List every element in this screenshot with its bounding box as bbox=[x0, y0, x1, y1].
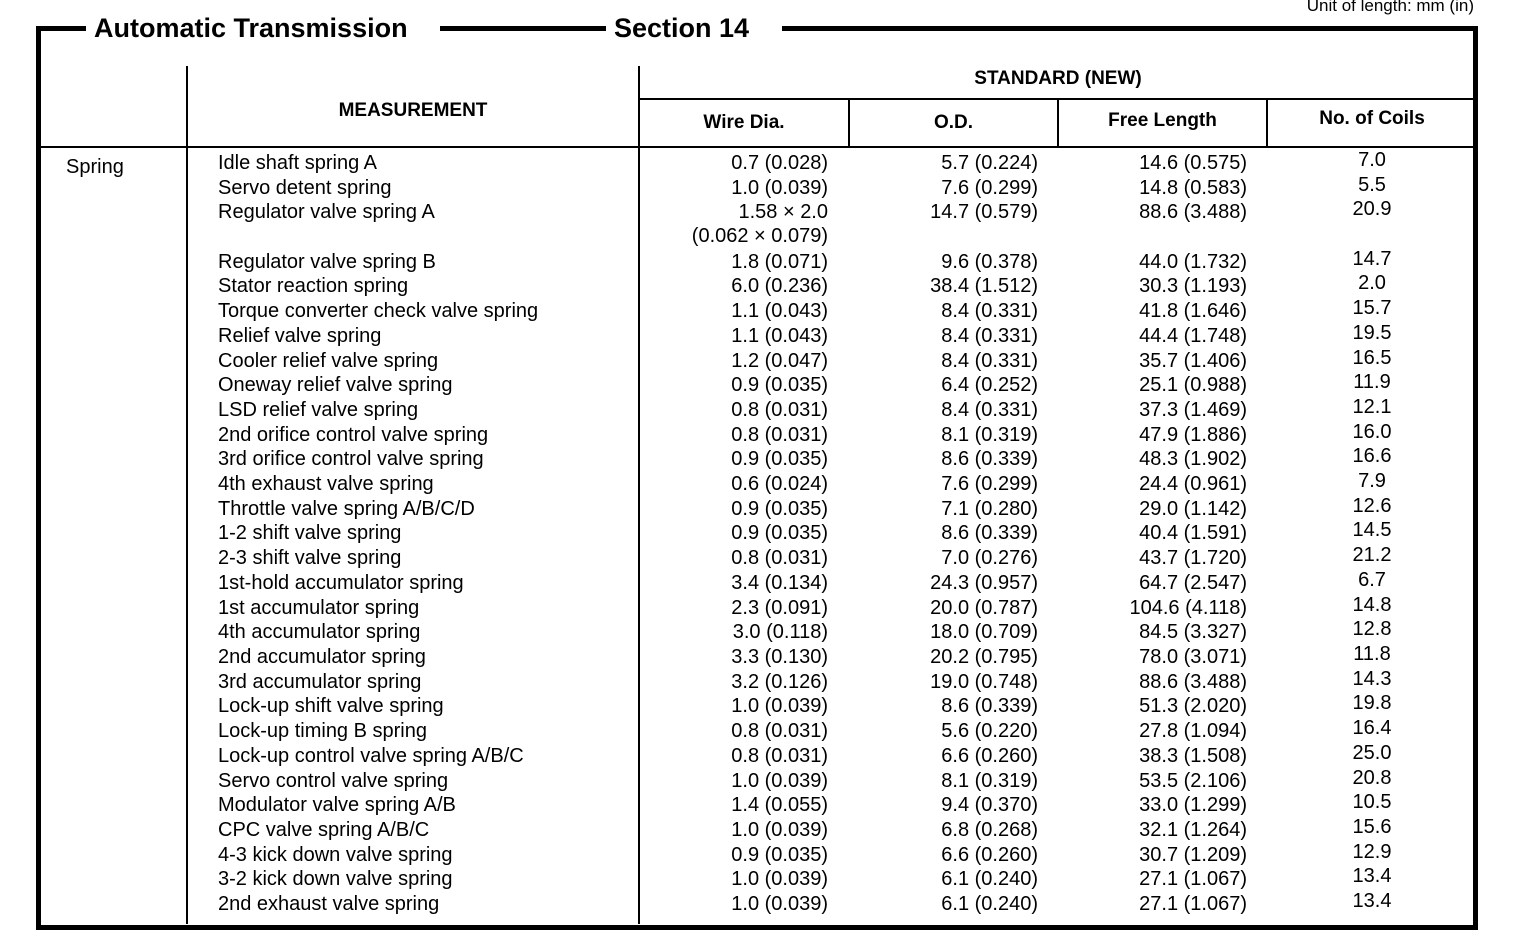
row-wire-dia: 1.2 (0.047) bbox=[731, 350, 828, 372]
row-coils: 16.0 bbox=[1352, 421, 1392, 443]
row-name: 1st accumulator spring bbox=[218, 597, 420, 619]
row-name: 4th exhaust valve spring bbox=[218, 473, 434, 495]
row-name: Oneway relief valve spring bbox=[218, 374, 453, 396]
row-wire-dia: 0.8 (0.031) bbox=[731, 424, 828, 446]
row-name: CPC valve spring A/B/C bbox=[218, 819, 430, 841]
row-wire-dia: 1.1 (0.043) bbox=[731, 325, 828, 347]
row-coils: 21.2 bbox=[1352, 544, 1392, 566]
row-free-length: 104.6 (4.118) bbox=[1129, 597, 1247, 619]
row-free-length: 27.1 (1.067) bbox=[1139, 868, 1247, 890]
row-coils: 20.8 bbox=[1352, 767, 1392, 789]
row-name: Throttle valve spring A/B/C/D bbox=[218, 498, 475, 520]
row-wire-dia: 1.1 (0.043) bbox=[731, 300, 828, 322]
row-wire-dia: 0.8 (0.031) bbox=[731, 745, 828, 767]
row-coils: 20.9 bbox=[1352, 198, 1392, 220]
row-wire-dia: 1.58 × 2.0 bbox=[738, 201, 828, 223]
row-wire-dia: 1.0 (0.039) bbox=[731, 177, 828, 199]
row-name: LSD relief valve spring bbox=[218, 399, 419, 421]
row-od: 7.1 (0.280) bbox=[941, 498, 1038, 520]
row-wire-dia: 0.8 (0.031) bbox=[731, 547, 828, 569]
row-coils: 12.9 bbox=[1352, 841, 1392, 863]
row-od: 8.6 (0.339) bbox=[941, 522, 1038, 544]
row-coils: 12.6 bbox=[1352, 495, 1392, 517]
row-name: Stator reaction spring bbox=[218, 275, 409, 297]
row-wire-dia: 0.8 (0.031) bbox=[731, 720, 828, 742]
category-label: Spring bbox=[66, 156, 124, 178]
row-name: Cooler relief valve spring bbox=[218, 350, 439, 372]
row-name: 1st-hold accumulator spring bbox=[218, 572, 464, 594]
column-standard: STANDARD (NEW) bbox=[974, 68, 1142, 89]
row-od: 8.4 (0.331) bbox=[941, 399, 1038, 421]
row-free-length: 24.4 (0.961) bbox=[1139, 473, 1247, 495]
row-wire-dia: 1.8 (0.071) bbox=[731, 251, 828, 273]
row-coils: 13.4 bbox=[1352, 865, 1392, 887]
row-coils: 15.7 bbox=[1352, 297, 1392, 319]
page-title: Automatic Transmission bbox=[86, 11, 416, 45]
row-od: 6.6 (0.260) bbox=[941, 844, 1038, 866]
row-wire-dia: 3.2 (0.126) bbox=[731, 671, 828, 693]
column-free-length: Free Length bbox=[1108, 110, 1217, 131]
row-name: 3rd accumulator spring bbox=[218, 671, 422, 693]
row-od: 18.0 (0.709) bbox=[930, 621, 1038, 643]
row-od: 6.1 (0.240) bbox=[941, 893, 1038, 915]
row-name: Lock-up control valve spring A/B/C bbox=[218, 745, 524, 767]
row-wire-dia: 0.9 (0.035) bbox=[731, 844, 828, 866]
row-name: 4-3 kick down valve spring bbox=[218, 844, 453, 866]
divider-wire bbox=[638, 66, 640, 924]
row-free-length: 35.7 (1.406) bbox=[1139, 350, 1247, 372]
row-name: Regulator valve spring B bbox=[218, 251, 436, 273]
row-wire-dia: 0.6 (0.024) bbox=[731, 473, 828, 495]
row-od: 8.4 (0.331) bbox=[941, 300, 1038, 322]
row-wire-dia: 6.0 (0.236) bbox=[731, 275, 828, 297]
row-free-length: 53.5 (2.106) bbox=[1139, 770, 1247, 792]
row-od: 6.6 (0.260) bbox=[941, 745, 1038, 767]
divider-measurement bbox=[186, 66, 188, 924]
row-od: 5.7 (0.224) bbox=[941, 152, 1038, 174]
row-wire-dia: 1.0 (0.039) bbox=[731, 868, 828, 890]
row-name: 3rd orifice control valve spring bbox=[218, 448, 484, 470]
column-od: O.D. bbox=[933, 112, 974, 133]
column-wire-dia: Wire Dia. bbox=[703, 112, 785, 133]
row-name: Modulator valve spring A/B bbox=[218, 794, 456, 816]
row-free-length: 78.0 (3.071) bbox=[1139, 646, 1247, 668]
row-free-length: 64.7 (2.547) bbox=[1139, 572, 1247, 594]
row-wire-dia: 0.7 (0.028) bbox=[731, 152, 828, 174]
row-name: Torque converter check valve spring bbox=[218, 300, 539, 322]
row-free-length: 44.0 (1.732) bbox=[1139, 251, 1247, 273]
column-coils: No. of Coils bbox=[1319, 108, 1425, 129]
row-coils: 16.4 bbox=[1352, 717, 1392, 739]
row-coils: 25.0 bbox=[1352, 742, 1392, 764]
row-od: 8.6 (0.339) bbox=[941, 448, 1038, 470]
row-wire-dia: 2.3 (0.091) bbox=[731, 597, 828, 619]
row-wire-dia: 1.4 (0.055) bbox=[731, 794, 828, 816]
row-coils: 11.8 bbox=[1353, 643, 1391, 665]
row-coils: 14.3 bbox=[1352, 668, 1392, 690]
row-wire-dia: 3.4 (0.134) bbox=[731, 572, 828, 594]
row-od: 6.4 (0.252) bbox=[941, 374, 1038, 396]
row-wire-dia: 1.0 (0.039) bbox=[731, 695, 828, 717]
column-measurement: MEASUREMENT bbox=[338, 100, 488, 121]
row-free-length: 47.9 (1.886) bbox=[1139, 424, 1247, 446]
row-wire-dia: 3.3 (0.130) bbox=[731, 646, 828, 668]
row-od: 20.0 (0.787) bbox=[930, 597, 1038, 619]
row-free-length: 41.8 (1.646) bbox=[1139, 300, 1247, 322]
row-od: 6.8 (0.268) bbox=[941, 819, 1038, 841]
row-od: 8.1 (0.319) bbox=[941, 424, 1038, 446]
row-free-length: 14.8 (0.583) bbox=[1139, 177, 1247, 199]
row-coils: 7.0 bbox=[1358, 149, 1386, 171]
row-name: Relief valve spring bbox=[218, 325, 382, 347]
row-free-length: 48.3 (1.902) bbox=[1139, 448, 1247, 470]
row-coils: 14.7 bbox=[1352, 248, 1392, 270]
row-wire-dia: 0.9 (0.035) bbox=[731, 448, 828, 470]
row-free-length: 38.3 (1.508) bbox=[1139, 745, 1247, 767]
row-name: Regulator valve spring A bbox=[218, 201, 435, 223]
row-wire-dia: 1.0 (0.039) bbox=[731, 770, 828, 792]
row-od: 9.4 (0.370) bbox=[941, 794, 1038, 816]
row-free-length: 37.3 (1.469) bbox=[1139, 399, 1247, 421]
row-name: Servo control valve spring bbox=[218, 770, 449, 792]
divider-header-bottom bbox=[41, 146, 1476, 148]
row-coils: 6.7 bbox=[1358, 569, 1386, 591]
row-free-length: 43.7 (1.720) bbox=[1139, 547, 1247, 569]
row-od: 8.1 (0.319) bbox=[941, 770, 1038, 792]
row-coils: 12.8 bbox=[1352, 618, 1392, 640]
row-od: 7.6 (0.299) bbox=[941, 473, 1038, 495]
row-coils: 19.8 bbox=[1352, 692, 1392, 714]
row-od: 8.6 (0.339) bbox=[941, 695, 1038, 717]
row-coils: 12.1 bbox=[1352, 396, 1392, 418]
row-free-length: 30.7 (1.209) bbox=[1139, 844, 1247, 866]
row-name: Lock-up shift valve spring bbox=[218, 695, 444, 717]
row-name: 2nd exhaust valve spring bbox=[218, 893, 440, 915]
row-free-length: 27.1 (1.067) bbox=[1139, 893, 1247, 915]
row-od: 19.0 (0.748) bbox=[930, 671, 1038, 693]
row-wire-dia: 0.9 (0.035) bbox=[731, 522, 828, 544]
row-free-length: 84.5 (3.327) bbox=[1139, 621, 1247, 643]
row-coils: 7.9 bbox=[1358, 470, 1386, 492]
row-od: 9.6 (0.378) bbox=[941, 251, 1038, 273]
row-coils: 14.8 bbox=[1352, 594, 1392, 616]
row-od: 8.4 (0.331) bbox=[941, 350, 1038, 372]
row-od: 20.2 (0.795) bbox=[930, 646, 1038, 668]
row-coils: 11.9 bbox=[1353, 371, 1391, 393]
row-coils: 16.6 bbox=[1352, 445, 1392, 467]
row-coils: 13.4 bbox=[1352, 890, 1392, 912]
row-free-length: 88.6 (3.488) bbox=[1139, 671, 1247, 693]
row-od: 7.0 (0.276) bbox=[941, 547, 1038, 569]
row-free-length: 88.6 (3.488) bbox=[1139, 201, 1247, 223]
row-coils: 5.5 bbox=[1358, 174, 1386, 196]
row-od: 5.6 (0.220) bbox=[941, 720, 1038, 742]
row-free-length: 29.0 (1.142) bbox=[1139, 498, 1247, 520]
row-name: Servo detent spring bbox=[218, 177, 392, 199]
row-free-length: 25.1 (0.988) bbox=[1139, 374, 1247, 396]
row-wire-dia: 0.9 (0.035) bbox=[731, 374, 828, 396]
row-free-length: 33.0 (1.299) bbox=[1139, 794, 1247, 816]
row-name: 2-3 shift valve spring bbox=[218, 547, 402, 569]
row-free-length: 14.6 (0.575) bbox=[1139, 152, 1247, 174]
row-name: 3-2 kick down valve spring bbox=[218, 868, 453, 890]
divider-standard bbox=[638, 98, 1476, 100]
row-name: 1-2 shift valve spring bbox=[218, 522, 402, 544]
row-free-length: 40.4 (1.591) bbox=[1139, 522, 1247, 544]
row-wire-dia: 3.0 (0.118) bbox=[732, 621, 828, 643]
unit-note: Unit of length: mm (in) bbox=[1306, 0, 1474, 15]
row-od: 8.4 (0.331) bbox=[941, 325, 1038, 347]
row-wire-dia: 1.0 (0.039) bbox=[731, 819, 828, 841]
row-name: Idle shaft spring A bbox=[218, 152, 377, 174]
row-wire-dia: 0.8 (0.031) bbox=[731, 399, 828, 421]
row-wire-dia-inch: (0.062 × 0.079) bbox=[691, 225, 828, 247]
row-coils: 14.5 bbox=[1352, 519, 1392, 541]
row-coils: 19.5 bbox=[1352, 322, 1392, 344]
row-free-length: 27.8 (1.094) bbox=[1139, 720, 1247, 742]
row-free-length: 32.1 (1.264) bbox=[1139, 819, 1247, 841]
row-od: 6.1 (0.240) bbox=[941, 868, 1038, 890]
section-title: Section 14 bbox=[606, 11, 757, 45]
row-wire-dia: 1.0 (0.039) bbox=[731, 893, 828, 915]
row-od: 7.6 (0.299) bbox=[941, 177, 1038, 199]
row-free-length: 30.3 (1.193) bbox=[1139, 275, 1247, 297]
row-coils: 16.5 bbox=[1352, 347, 1392, 369]
row-name: 2nd orifice control valve spring bbox=[218, 424, 489, 446]
row-coils: 10.5 bbox=[1352, 791, 1392, 813]
row-od: 14.7 (0.579) bbox=[930, 201, 1038, 223]
row-wire-dia: 0.9 (0.035) bbox=[731, 498, 828, 520]
row-coils: 15.6 bbox=[1352, 816, 1392, 838]
row-coils: 2.0 bbox=[1358, 272, 1386, 294]
row-free-length: 51.3 (2.020) bbox=[1139, 695, 1247, 717]
row-od: 24.3 (0.957) bbox=[930, 572, 1038, 594]
row-od: 38.4 (1.512) bbox=[930, 275, 1038, 297]
row-name: 2nd accumulator spring bbox=[218, 646, 426, 668]
row-name: Lock-up timing B spring bbox=[218, 720, 427, 742]
row-free-length: 44.4 (1.748) bbox=[1139, 325, 1247, 347]
row-name: 4th accumulator spring bbox=[218, 621, 421, 643]
